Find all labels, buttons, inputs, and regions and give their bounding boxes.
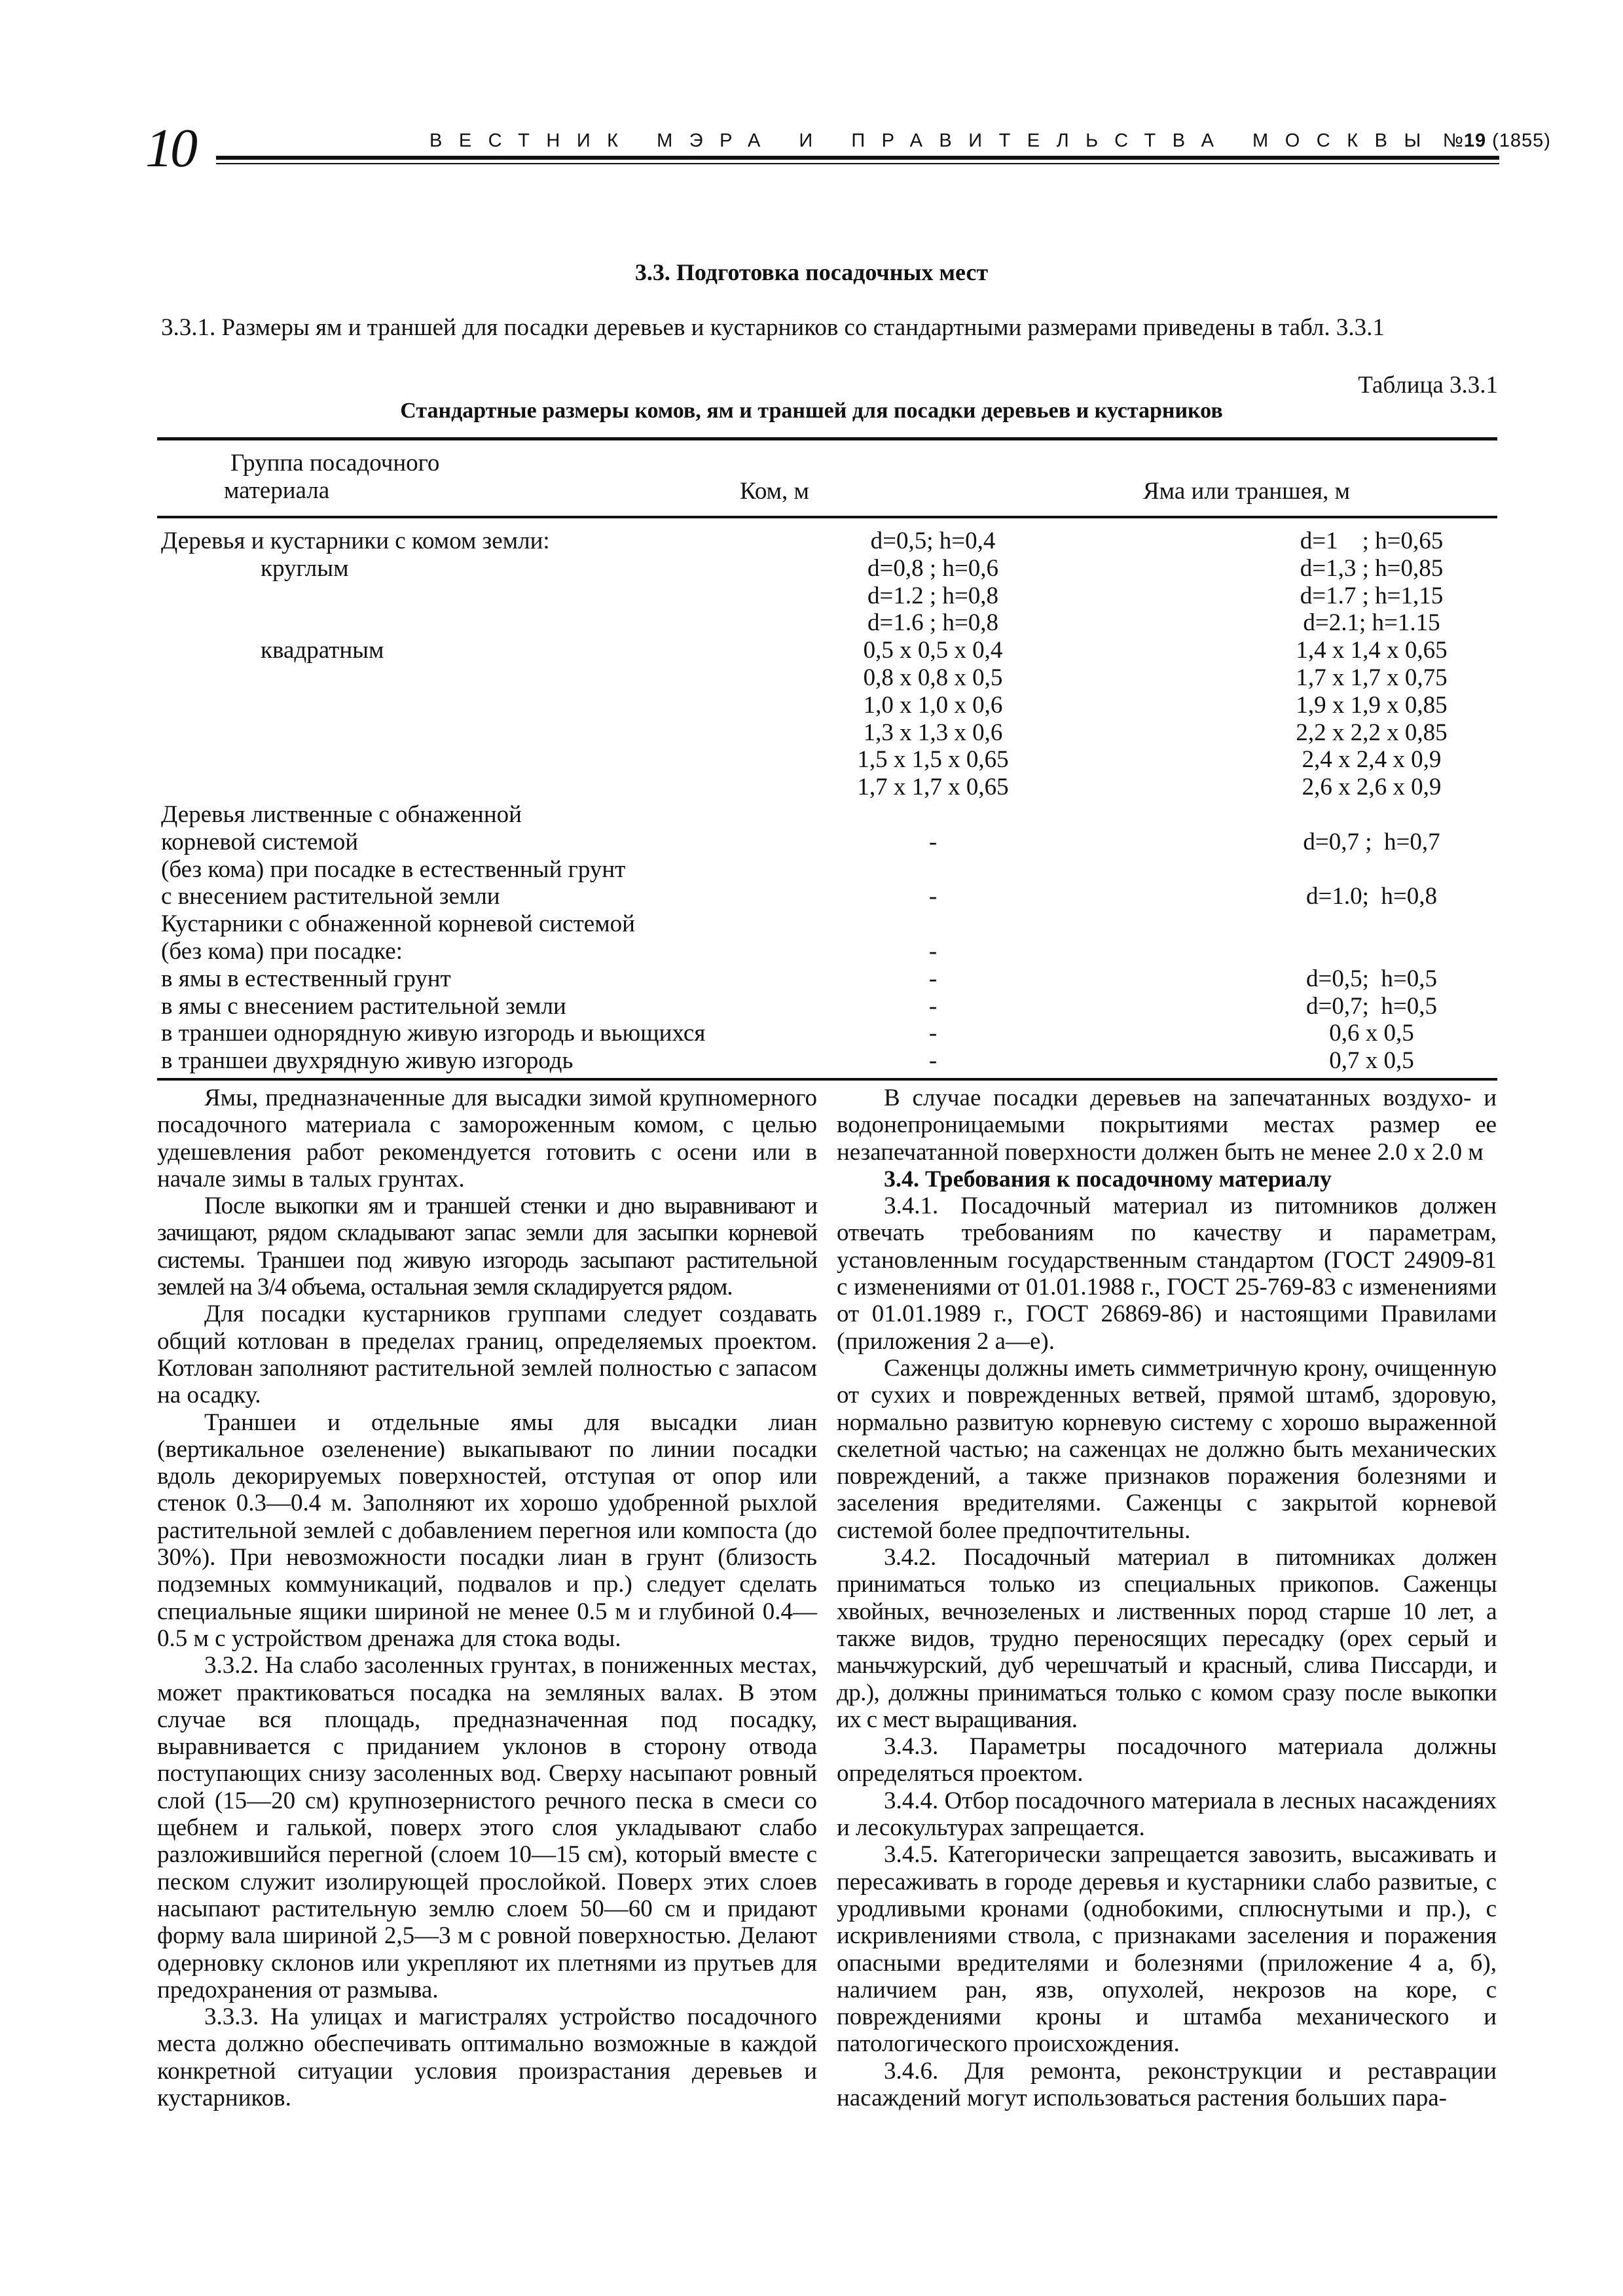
table-cell-pit: d=0,7 ; h=0,7 bbox=[1303, 828, 1440, 855]
table-cell-pit: 2,4 х 2,4 х 0,9 bbox=[1302, 746, 1442, 774]
table-cell-kom: - bbox=[928, 1020, 938, 1047]
subsection-heading: 3.4. Требования к посадочному материалу bbox=[884, 1165, 1332, 1192]
table-cell-group: круглым bbox=[261, 554, 349, 582]
table-row bbox=[157, 637, 1497, 664]
table-row bbox=[157, 883, 1497, 910]
table-rule-top bbox=[157, 437, 1497, 440]
table-cell-kom: 1,3 х 1,3 х 0,6 bbox=[863, 719, 1003, 746]
table-rule-bottom bbox=[157, 1078, 1497, 1081]
paragraph: 3.4.3. Параметры посадочного материала должны определяться проектом. bbox=[837, 1733, 1497, 1787]
table-cell-kom: d=1.2 ; h=0,8 bbox=[867, 582, 998, 609]
paragraph: 3.4.1. Посадочный материал из питомников должен отвечать требованиям по качеству и параметрам, установленным государственным стандартом (ГОСТ 24909-81 с изменениями от 01.01.1988 г., ГОСТ 25-769-83 с изменениями от 01.01.1989 г., ГОСТ 26869-86) и настоящими Правилами (приложения 2 а—е). bbox=[837, 1193, 1497, 1355]
table-cell-pit: d=1 ; h=0,65 bbox=[1300, 528, 1444, 554]
table-cell-group: Кустарники с обнаженной корневой системой bbox=[161, 910, 635, 938]
table-cell-group: в ямы в естественный грунт bbox=[161, 965, 451, 992]
table-cell-group: корневой системой bbox=[161, 828, 359, 855]
table-cell-pit: 0,6 х 0,5 bbox=[1329, 1020, 1414, 1047]
table-row bbox=[157, 664, 1497, 692]
table-label: Таблица 3.3.1 bbox=[1358, 372, 1498, 399]
issue-prefix: № bbox=[1442, 130, 1464, 151]
paragraph: 3.4.2. Посадочный материал в питомниках должен приниматься только из специальных прикопов. Саженцы хвойных, вечнозеленых и лиственных пород старше 10 лет, а также видов, трудно переносящих пересадку (орех серый и маньчжурский, дуб черешчатый и красный, слива Писсарди, и др.), должны приниматься только с комом сразу после выкопки их с мест выращивания. bbox=[837, 1544, 1497, 1733]
table-row bbox=[157, 555, 1497, 583]
paragraph: 3.3.3. На улицах и магистралях устройство посадочного места должно обеспечивать оптимально возможные в каждой конкретной ситуации условия произрастания деревьев и кустарников. bbox=[157, 2003, 817, 2111]
body-column-left bbox=[157, 1085, 817, 2111]
table-row bbox=[157, 719, 1497, 747]
table-header-kom: Ком, м bbox=[740, 478, 809, 505]
table-cell-kom: - bbox=[928, 1047, 938, 1075]
table-header-group-line1: Группа посадочного bbox=[230, 450, 440, 476]
section-intro: 3.3.1. Размеры ям и траншей для посадки деревьев и кустарников со стандартными размерами приведены в табл. 3.3.1 bbox=[161, 314, 1385, 341]
table-row bbox=[157, 801, 1497, 829]
paragraph: Саженцы должны иметь симметричную крону, очищенную от сухих и поврежденных ветвей, прямой штамб, здоровую, нормально развитую корневую систему с хорошо выраженной скелетной частью; на саженцах не должно быть механических повреждений, а также признаков поражения болезнями и заселения вредителями. Саженцы с закрытой корневой системой более предпочтительны. bbox=[837, 1354, 1497, 1544]
paragraph: 3.4.4. Отбор посадочного материала в лесных насаждениях и лесокультурах запрещается. bbox=[837, 1787, 1497, 1842]
issue-total: (1855) bbox=[1492, 130, 1551, 151]
table-cell-kom: 1,7 х 1,7 х 0,65 bbox=[857, 774, 1009, 801]
table-cell-group: (без кома) при посадке в естественный грунт bbox=[161, 855, 626, 883]
table-row bbox=[157, 1020, 1497, 1047]
header-rule-thick bbox=[216, 156, 1499, 160]
table-row bbox=[157, 993, 1497, 1020]
page-number: 10 bbox=[145, 118, 195, 179]
table-cell-kom: - bbox=[928, 883, 938, 910]
table-row bbox=[157, 583, 1497, 610]
table-row bbox=[157, 692, 1497, 719]
paragraph: 3.4.6. Для ремонта, реконструкции и реставрации насаждений могут использоваться растения больших пара- bbox=[837, 2057, 1497, 2111]
table-cell-kom: 0,5 х 0,5 х 0,4 bbox=[863, 637, 1003, 664]
paragraph: 3.4.5. Категорически запрещается завозить, высаживать и пересаживать в городе деревья и кустарники слабо развитые, с уродливыми кронами (однобокими, сплюснутыми и пр.), с искривлениями ствола, с признаками заселения и поражения опасными вредителями и болезнями (приложение 4 а, б), наличием ран, язв, опухолей, некрозов на коре, с повреждениями кроны и штамба механического и патологического происхождения. bbox=[837, 1841, 1497, 2058]
table-cell-group: Деревья лиственные с обнаженной bbox=[161, 801, 522, 828]
table-cell-kom: d=1.6 ; h=0,8 bbox=[867, 609, 998, 637]
journal-title: ВЕСТНИК МЭРА И ПРАВИТЕЛЬСТВА МОСКВЫ bbox=[429, 130, 1438, 151]
table-cell-kom: d=0,8 ; h=0,6 bbox=[867, 554, 998, 582]
table-cell-kom: 0,8 х 0,8 х 0,5 bbox=[863, 664, 1003, 691]
table-cell-group: квадратным bbox=[261, 637, 384, 664]
issue-info bbox=[1443, 130, 1551, 151]
header-rule-thin bbox=[216, 163, 1499, 164]
table-cell-group: (без кома) при посадке: bbox=[161, 938, 403, 965]
body-column-right bbox=[837, 1085, 1497, 2111]
paragraph: Для посадки кустарников группами следует создавать общий котлован в пределах границ, определяемых проектом. Котлован заполняют растительной землей полностью с запасом на осадку. bbox=[157, 1300, 817, 1409]
table-row bbox=[157, 856, 1497, 884]
table-cell-kom: 1,0 х 1,0 х 0,6 bbox=[863, 691, 1003, 719]
paragraph: В случае посадки деревьев на запечатанных воздухо- и водонепроницаемыми покрытиями местах размер ее незапечатанной поверхности должен быть не менее 2.0 х 2.0 м bbox=[837, 1085, 1497, 1166]
table-row bbox=[157, 1047, 1497, 1075]
table-header-group bbox=[161, 450, 475, 505]
paragraph: Траншеи и отдельные ямы для высадки лиан (вертикальное озеленение) выкапывают по линии посадки вдоль декорируемых поверхностей, отступая от опор или стенок 0.3—0.4 м. Заполняют их хорошо удобренной рыхлой растительной землей с добавлением перегноя или компоста (до 30%). При невозможности посадки лиан в грунт (близость подземных коммуникаций, подвалов и пр.) следует сделать специальные ящики шириной не менее 0.5 м и глубиной 0.4—0.5 м с устройством дренажа для стока воды. bbox=[157, 1408, 817, 1652]
table-cell-group: в траншеи двухрядную живую изгородь bbox=[161, 1047, 574, 1075]
table-row bbox=[157, 910, 1497, 938]
table-row bbox=[157, 528, 1497, 555]
section-heading: 3.3. Подготовка посадочных мест bbox=[634, 259, 989, 285]
table-cell-pit: 1,9 х 1,9 х 0,85 bbox=[1296, 691, 1448, 719]
table-cell-group: в траншеи однорядную живую изгородь и вьющихся bbox=[161, 1020, 706, 1047]
table-cell-pit: d=2.1; h=1.15 bbox=[1303, 609, 1440, 637]
table-row bbox=[157, 938, 1497, 965]
table-cell-kom: 1,5 х 1,5 х 0,65 bbox=[857, 746, 1009, 774]
table-row bbox=[157, 746, 1497, 774]
table-cell-kom: d=0,5; h=0,4 bbox=[870, 528, 996, 554]
table-header-pit: Яма или траншея, м bbox=[1143, 478, 1351, 505]
table-cell-pit: 2,6 х 2,6 х 0,9 bbox=[1302, 774, 1442, 801]
table-cell-kom: - bbox=[928, 938, 938, 965]
masthead bbox=[429, 130, 1551, 152]
issue-number: 19 bbox=[1463, 130, 1487, 151]
table-rule-header bbox=[157, 516, 1497, 518]
table-cell-pit: d=0,7; h=0,5 bbox=[1305, 992, 1437, 1020]
table-header-group-line2: материала bbox=[224, 477, 330, 504]
table-cell-kom: - bbox=[928, 965, 938, 992]
paragraph: Ямы, предназначенные для высадки зимой крупномерного посадочного материала с замороженным комом, с целью удешевления работ рекомендуется готовить с осени или в начале зимы в талых грунтах. bbox=[157, 1085, 817, 1193]
table-cell-group: в ямы с внесением растительной земли bbox=[161, 992, 566, 1020]
table-cell-group: с внесением растительной земли bbox=[161, 883, 500, 910]
table-row bbox=[157, 609, 1497, 637]
table-cell-kom: - bbox=[928, 992, 938, 1020]
table-cell-pit: d=0,5; h=0,5 bbox=[1305, 965, 1437, 992]
table-row bbox=[157, 829, 1497, 856]
table-row bbox=[157, 774, 1497, 801]
table-cell-pit: d=1.0; h=0,8 bbox=[1305, 883, 1437, 910]
table-cell-pit: d=1.7 ; h=1,15 bbox=[1300, 582, 1444, 609]
table-cell-pit: 0,7 х 0,5 bbox=[1329, 1047, 1414, 1075]
table-cell-pit: d=1,3 ; h=0,85 bbox=[1300, 554, 1444, 582]
table-cell-pit: 1,4 х 1,4 х 0,65 bbox=[1296, 637, 1448, 664]
table-cell-pit: 1,7 х 1,7 х 0,75 bbox=[1296, 664, 1448, 691]
paragraph: 3.3.2. На слабо засоленных грунтах, в пониженных местах, может практиковаться посадка на земляных валах. В этом случае вся площадь, предназначенная под посадку, выравнивается с приданием уклонов в сторону отвода поступающих снизу засоленных вод. Сверху насыпают ровный слой (15—20 см) крупнозернистого речного песка в смеси со щебнем и галькой, поверх этого слоя укладывают слабо разложившийся перегной (слоем 10—15 см), который вместе с песком служит изолирующей прослойкой. Поверх этих слоев насыпают растительную землю слоем 50—60 см и придают форму вала шириной 2,5—3 м с ровной поверхностью. Делают одерновку склонов или укрепляют их плетнями из прутьев для предохранения от размыва. bbox=[157, 1652, 817, 2003]
table-caption: Стандартные размеры комов, ям и траншей для посадки деревьев и кустарников bbox=[400, 399, 1223, 423]
table-cell-pit: 2,2 х 2,2 х 0,85 bbox=[1296, 719, 1448, 746]
paragraph: После выкопки ям и траншей стенки и дно выравнивают и зачищают, рядом складывают запас земли для засыпки корневой системы. Траншеи под живую изгородь засыпают растительной землей на 3/4 объема, остальная земля складируется рядом. bbox=[157, 1193, 817, 1301]
table-row bbox=[157, 965, 1497, 993]
table-cell-kom: - bbox=[928, 828, 938, 855]
table-cell-group: Деревья и кустарники с комом земли: bbox=[161, 528, 550, 554]
